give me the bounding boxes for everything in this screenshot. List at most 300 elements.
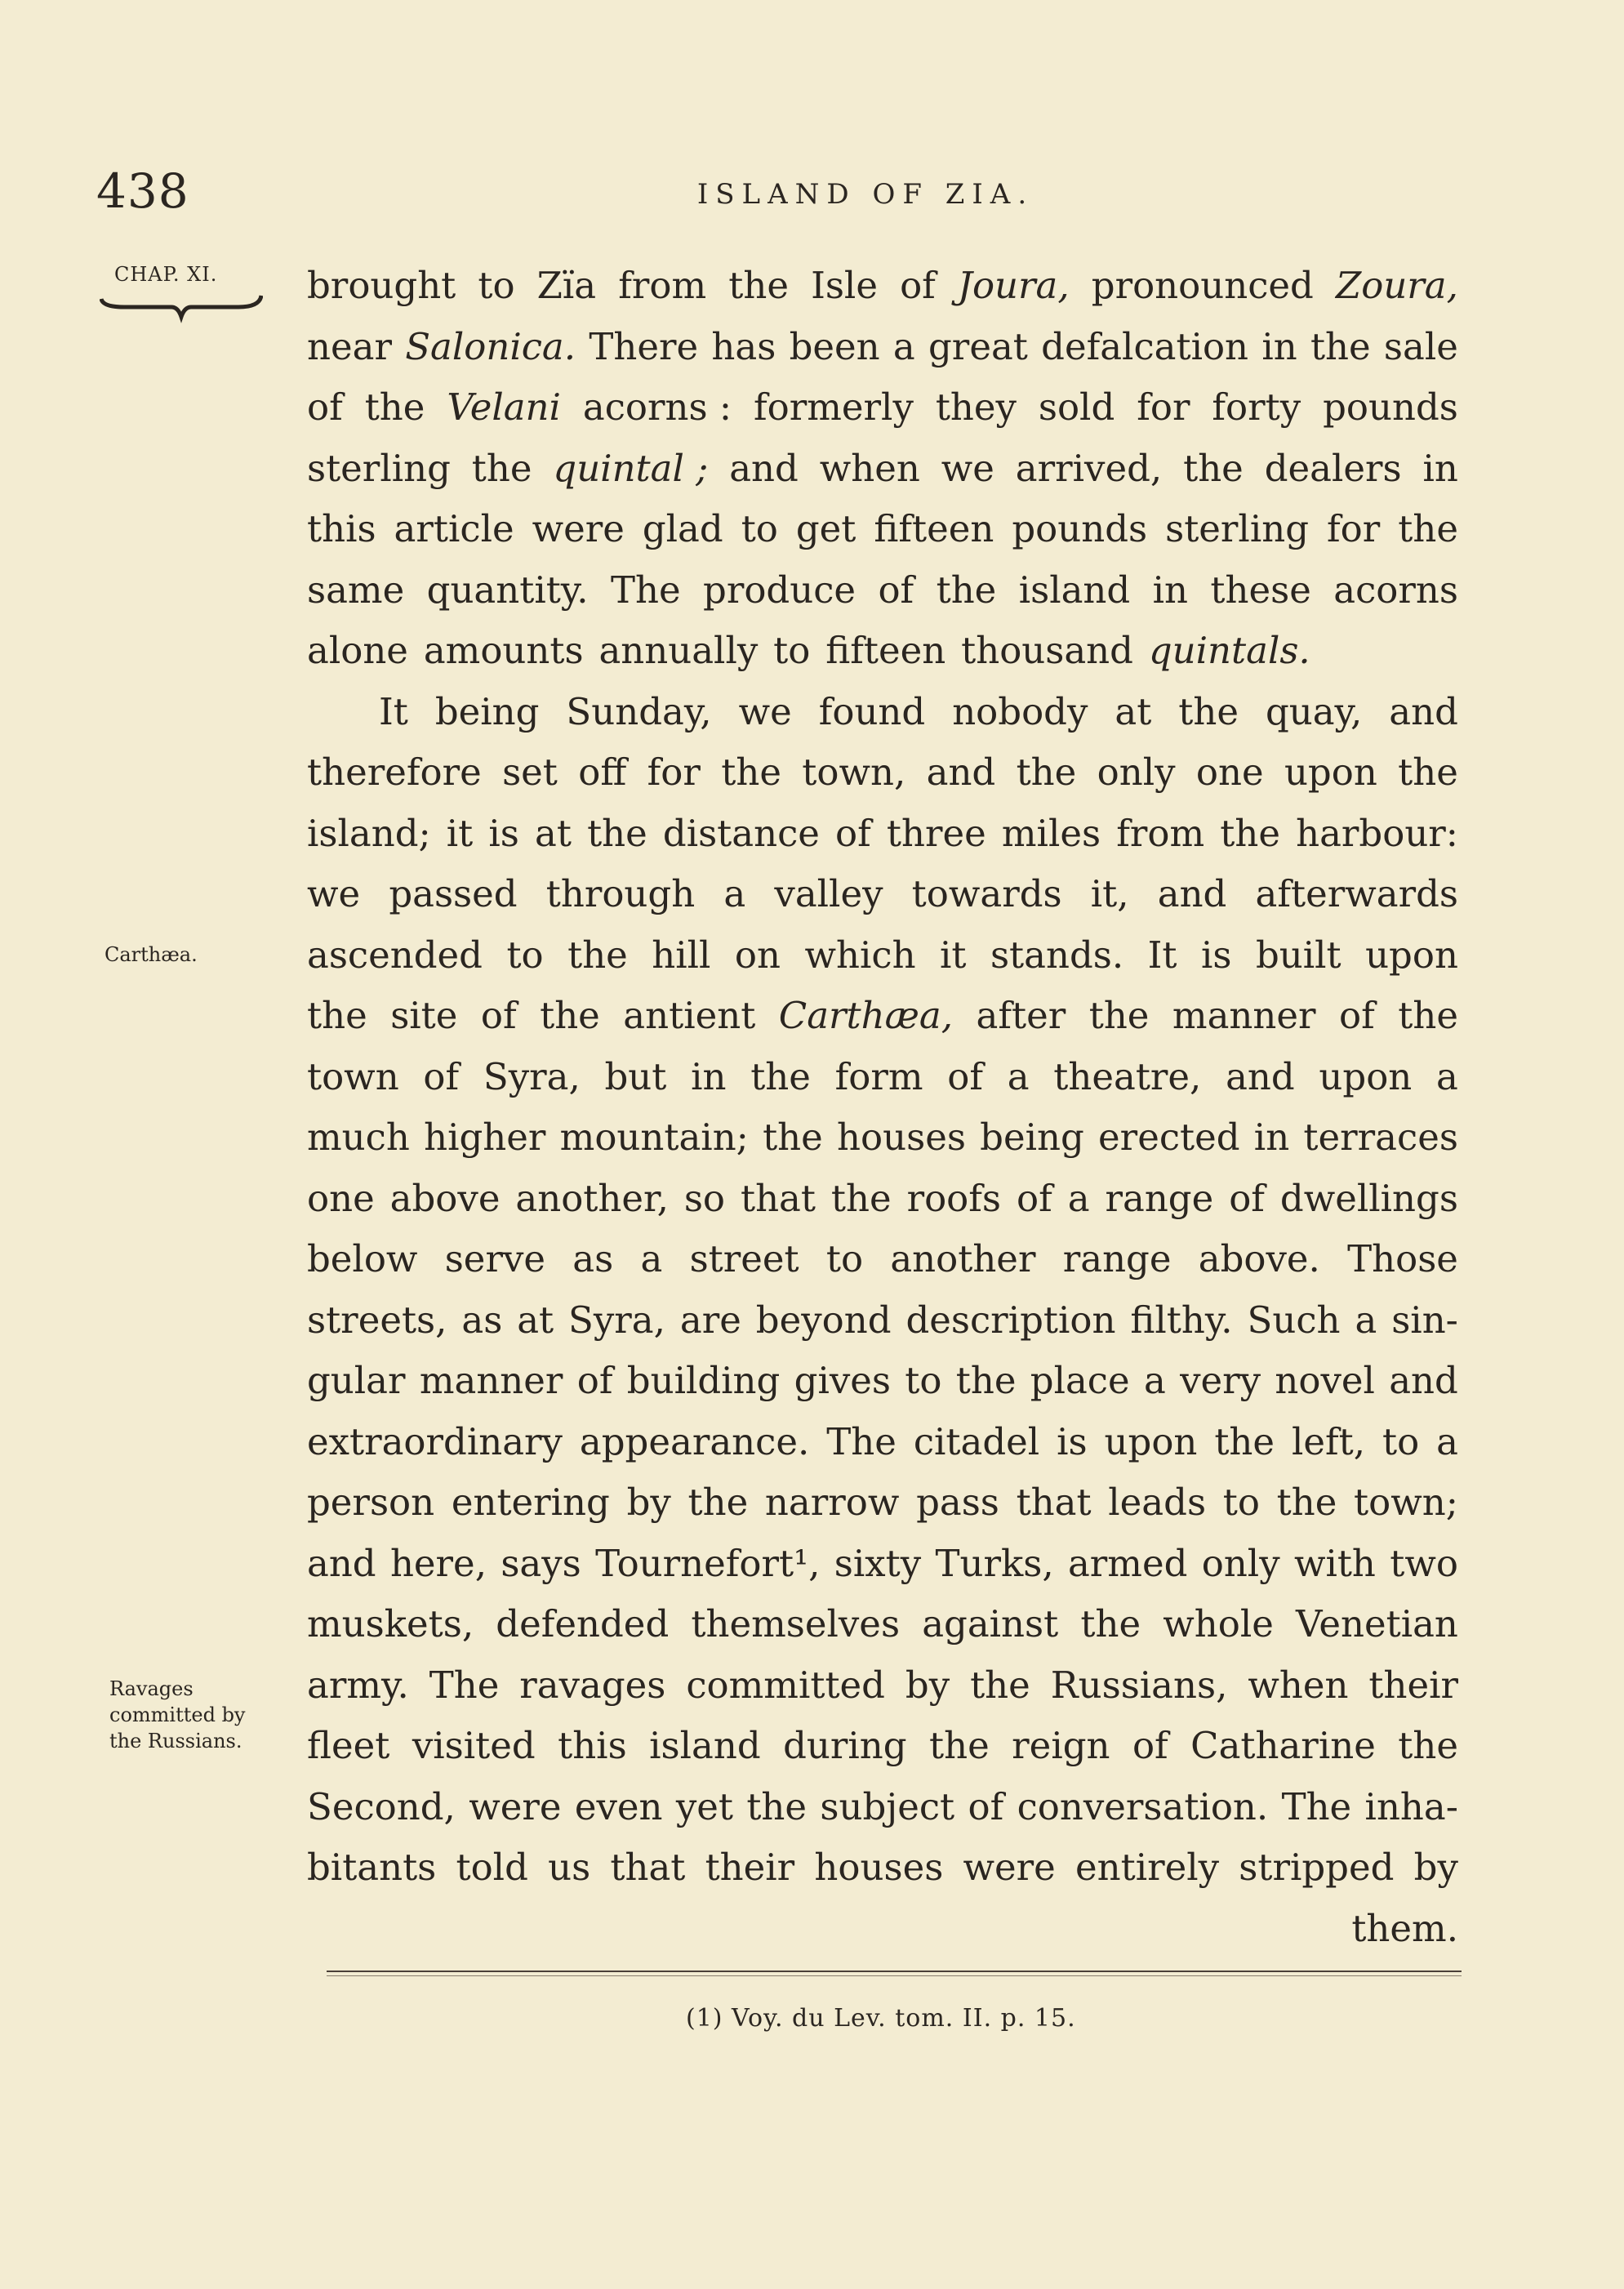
word: a bbox=[1436, 1419, 1458, 1463]
word: are bbox=[679, 1298, 741, 1342]
word: subject bbox=[820, 1784, 955, 1828]
word: a bbox=[1355, 1298, 1377, 1342]
word: manner bbox=[1172, 994, 1316, 1037]
word: Those bbox=[1347, 1237, 1458, 1280]
word: and bbox=[1389, 689, 1458, 733]
word: another, bbox=[515, 1176, 669, 1220]
word: the bbox=[1178, 689, 1239, 733]
text-line bbox=[307, 256, 1458, 317]
word: upon bbox=[1104, 1419, 1198, 1463]
word: same bbox=[307, 568, 405, 612]
word: and bbox=[307, 1541, 376, 1585]
word: the bbox=[471, 446, 532, 490]
word: sold bbox=[1038, 385, 1115, 429]
word: to bbox=[773, 629, 811, 672]
word: Turks, bbox=[935, 1541, 1054, 1585]
word: we bbox=[307, 872, 361, 915]
text-line bbox=[307, 1534, 1458, 1595]
word: by bbox=[626, 1481, 671, 1524]
word: to bbox=[1222, 1481, 1260, 1524]
word: one bbox=[307, 1176, 375, 1220]
word: only bbox=[1201, 1541, 1280, 1585]
word: Zoura, bbox=[1335, 264, 1458, 307]
word: only bbox=[1097, 750, 1176, 794]
footnote-rule-thin bbox=[327, 1975, 1462, 1976]
word: is bbox=[1057, 1419, 1088, 1463]
chapter-brace-ornament bbox=[100, 292, 263, 325]
word: form bbox=[834, 1054, 923, 1098]
word: towards bbox=[911, 872, 1062, 915]
word: above bbox=[389, 1176, 501, 1220]
word: a bbox=[723, 872, 746, 915]
word: fleet bbox=[307, 1724, 390, 1767]
margin-note-ravages bbox=[109, 1676, 246, 1754]
word: fifteen bbox=[874, 507, 994, 550]
word: to bbox=[478, 264, 515, 307]
word: valley bbox=[774, 872, 883, 915]
word: sterling bbox=[307, 446, 451, 490]
word: which bbox=[804, 933, 916, 977]
margin-note-line: the Russians. bbox=[109, 1730, 242, 1752]
text-line bbox=[307, 1655, 1458, 1717]
text-line bbox=[307, 621, 1458, 682]
word: The bbox=[1281, 1784, 1352, 1828]
word: they bbox=[935, 385, 1017, 429]
word: Syra, bbox=[568, 1298, 665, 1342]
text-line bbox=[307, 1777, 1458, 1838]
text-line bbox=[307, 682, 1458, 743]
word: being bbox=[434, 689, 540, 733]
word: of bbox=[480, 994, 517, 1037]
word: to bbox=[1382, 1419, 1420, 1463]
word: Isle bbox=[811, 264, 878, 307]
word: higher bbox=[424, 1116, 546, 1159]
text-line bbox=[307, 986, 1458, 1047]
word: the bbox=[970, 1663, 1030, 1707]
word: nobody bbox=[952, 689, 1088, 733]
word: Russians, bbox=[1050, 1663, 1228, 1707]
word: to bbox=[825, 1237, 864, 1280]
word: when bbox=[819, 446, 920, 490]
word: is bbox=[488, 811, 519, 855]
word: theatre, bbox=[1053, 1054, 1202, 1098]
word: Catharine bbox=[1190, 1724, 1376, 1767]
text-line bbox=[307, 1047, 1458, 1108]
word: great bbox=[928, 324, 1028, 368]
word: upon bbox=[1365, 933, 1458, 977]
word: street bbox=[689, 1237, 799, 1280]
word: of bbox=[900, 264, 936, 307]
text-line bbox=[307, 1107, 1458, 1169]
word: Joura, bbox=[957, 264, 1070, 307]
word: at bbox=[517, 1298, 554, 1342]
word: novel bbox=[1275, 1359, 1375, 1402]
word: therefore bbox=[307, 750, 482, 794]
word: Sunday, bbox=[566, 689, 712, 733]
word: in bbox=[1152, 568, 1188, 612]
page-number: 438 bbox=[96, 163, 189, 219]
word: afterwards bbox=[1255, 872, 1458, 915]
word: manner bbox=[419, 1359, 563, 1402]
word: of bbox=[968, 1784, 1004, 1828]
word: sale bbox=[1383, 324, 1458, 368]
text-line bbox=[307, 1229, 1458, 1290]
word: filthy. bbox=[1130, 1298, 1233, 1342]
word: stripped bbox=[1239, 1846, 1395, 1889]
word: serve bbox=[444, 1237, 546, 1280]
word: Velani bbox=[447, 385, 561, 429]
text-line bbox=[307, 804, 1458, 865]
text-line bbox=[307, 317, 1458, 378]
footnote-rule bbox=[327, 1971, 1462, 1972]
word: it bbox=[940, 933, 967, 977]
word: at bbox=[535, 811, 572, 855]
word: for bbox=[647, 750, 701, 794]
word: gives bbox=[794, 1359, 891, 1402]
word: Tournefort¹, bbox=[595, 1541, 821, 1585]
text-line bbox=[307, 499, 1458, 560]
word: annually bbox=[598, 629, 759, 672]
word: pounds bbox=[1012, 507, 1148, 550]
word: of bbox=[878, 568, 914, 612]
word: produce bbox=[703, 568, 856, 612]
word: defended bbox=[496, 1602, 670, 1645]
word: whole bbox=[1163, 1602, 1274, 1645]
word: from bbox=[1116, 811, 1205, 855]
word: from bbox=[618, 264, 707, 307]
word: distance bbox=[662, 811, 820, 855]
margin-note-line: Carthæa. bbox=[105, 943, 198, 966]
word: we bbox=[738, 689, 792, 733]
word: and bbox=[1157, 872, 1227, 915]
word: three bbox=[886, 811, 986, 855]
word: their bbox=[1368, 1663, 1458, 1707]
word: houses bbox=[837, 1116, 966, 1159]
word: armed bbox=[1067, 1541, 1188, 1585]
word: get bbox=[795, 507, 856, 550]
word: at bbox=[1115, 689, 1152, 733]
word: quay, bbox=[1265, 689, 1363, 733]
text-line bbox=[307, 1837, 1458, 1899]
word: that bbox=[740, 1176, 816, 1220]
word: the bbox=[728, 264, 789, 307]
word: town, bbox=[802, 750, 906, 794]
word: these bbox=[1210, 568, 1311, 612]
word: has bbox=[711, 324, 776, 368]
word: extraordinary bbox=[307, 1419, 563, 1463]
word: range bbox=[1062, 1237, 1172, 1280]
word: as bbox=[461, 1298, 503, 1342]
word: committed bbox=[686, 1663, 885, 1707]
word: in bbox=[1261, 324, 1297, 368]
word: alone bbox=[307, 629, 408, 672]
word: in bbox=[691, 1054, 727, 1098]
word: range bbox=[1105, 1176, 1214, 1220]
word: much bbox=[307, 1116, 410, 1159]
word: on bbox=[734, 933, 781, 977]
word: for bbox=[1327, 507, 1381, 550]
word: place bbox=[1030, 1359, 1130, 1402]
word: found bbox=[818, 689, 926, 733]
word: Such bbox=[1247, 1298, 1341, 1342]
word: their bbox=[705, 1846, 795, 1889]
word: article bbox=[394, 507, 514, 550]
word: narrow bbox=[764, 1481, 900, 1524]
word: entirely bbox=[1075, 1846, 1220, 1889]
word: that bbox=[1016, 1481, 1092, 1524]
body-text bbox=[307, 256, 1458, 1959]
word: antient bbox=[623, 994, 756, 1037]
word: the bbox=[746, 1784, 808, 1828]
word: sterling bbox=[1165, 507, 1310, 550]
word: set bbox=[502, 750, 558, 794]
word: the bbox=[1276, 1481, 1337, 1524]
word: this bbox=[307, 507, 376, 550]
word: it bbox=[446, 811, 474, 855]
word: the bbox=[1398, 1724, 1458, 1767]
word: with bbox=[1293, 1541, 1376, 1585]
word: island bbox=[649, 1724, 761, 1767]
word: building bbox=[626, 1359, 781, 1402]
word: streets, bbox=[307, 1298, 447, 1342]
word: the bbox=[1398, 750, 1458, 794]
word: the bbox=[1183, 446, 1244, 490]
word: The bbox=[826, 1419, 897, 1463]
word: the bbox=[1398, 507, 1458, 550]
word: is bbox=[1200, 933, 1232, 977]
word: formerly bbox=[753, 385, 914, 429]
text-line bbox=[307, 377, 1458, 439]
word: a bbox=[640, 1237, 663, 1280]
word: Venetian bbox=[1296, 1602, 1458, 1645]
word: It bbox=[379, 689, 408, 733]
word: in bbox=[1253, 1116, 1290, 1159]
word: the bbox=[364, 385, 425, 429]
word: miles bbox=[1001, 811, 1101, 855]
word: army. bbox=[307, 1663, 409, 1707]
word: Zïa bbox=[536, 264, 597, 307]
word: site bbox=[390, 994, 458, 1037]
word: amounts bbox=[423, 629, 584, 672]
word: dwellings bbox=[1279, 1176, 1458, 1220]
word: upon bbox=[1284, 750, 1377, 794]
word: the bbox=[1310, 324, 1371, 368]
word: pronounced bbox=[1091, 264, 1314, 307]
word: a bbox=[892, 324, 915, 368]
word: were bbox=[532, 507, 625, 550]
word: acorns bbox=[1333, 568, 1458, 612]
word: pounds bbox=[1323, 385, 1458, 429]
word: by bbox=[1413, 1846, 1458, 1889]
word: says bbox=[501, 1541, 581, 1585]
word: of bbox=[1016, 1176, 1052, 1220]
word: above. bbox=[1198, 1237, 1320, 1280]
word: off bbox=[578, 750, 627, 794]
word: during bbox=[783, 1724, 907, 1767]
word: of bbox=[423, 1054, 460, 1098]
word: The bbox=[429, 1663, 500, 1707]
text-line bbox=[307, 1716, 1458, 1777]
word: them. bbox=[1351, 1906, 1458, 1950]
word: in bbox=[1422, 446, 1458, 490]
text-line bbox=[307, 1412, 1458, 1473]
word: island bbox=[1018, 568, 1131, 612]
word: by bbox=[905, 1663, 950, 1707]
word: the bbox=[1214, 1419, 1275, 1463]
word: houses bbox=[814, 1846, 944, 1889]
text-line bbox=[307, 1899, 1458, 1960]
word: and bbox=[1389, 1359, 1458, 1402]
word: acorns : bbox=[582, 385, 732, 429]
word: glad bbox=[642, 507, 723, 550]
word: the bbox=[936, 568, 997, 612]
margin-note-line: Ravages bbox=[109, 1677, 194, 1700]
word: of bbox=[1132, 1724, 1168, 1767]
word: Second, bbox=[307, 1784, 456, 1828]
word: quantity. bbox=[426, 568, 589, 612]
word: passed bbox=[389, 872, 518, 915]
text-line bbox=[307, 742, 1458, 804]
word: pass bbox=[916, 1481, 999, 1524]
word: There bbox=[589, 324, 699, 368]
word: themselves bbox=[691, 1602, 901, 1645]
word: island; bbox=[307, 811, 431, 855]
word: the bbox=[307, 994, 367, 1037]
word: to bbox=[905, 1359, 942, 1402]
word: The bbox=[610, 568, 681, 612]
word: stands. bbox=[990, 933, 1124, 977]
word: thousand bbox=[961, 629, 1133, 672]
word: of bbox=[307, 385, 343, 429]
word: beyond bbox=[755, 1298, 892, 1342]
word: that bbox=[610, 1846, 686, 1889]
word: very bbox=[1180, 1359, 1261, 1402]
word: the bbox=[763, 1116, 823, 1159]
word: and bbox=[729, 446, 799, 490]
word: been bbox=[789, 324, 880, 368]
word: muskets, bbox=[307, 1602, 474, 1645]
word: entering bbox=[451, 1481, 610, 1524]
word: left, bbox=[1291, 1419, 1366, 1463]
word: of bbox=[1229, 1176, 1265, 1220]
word: two bbox=[1390, 1541, 1458, 1585]
word: inha- bbox=[1364, 1784, 1458, 1828]
word: and bbox=[926, 750, 996, 794]
word: the bbox=[567, 933, 628, 977]
word: after bbox=[976, 994, 1066, 1037]
text-line bbox=[307, 1290, 1458, 1352]
word: gular bbox=[307, 1359, 406, 1402]
word: ascended bbox=[307, 933, 483, 977]
word: fifteen bbox=[825, 629, 946, 672]
word: the bbox=[750, 1054, 811, 1098]
text-line bbox=[307, 560, 1458, 621]
word: this bbox=[558, 1724, 627, 1767]
word: mountain; bbox=[559, 1116, 749, 1159]
word: town bbox=[307, 1054, 399, 1098]
word: to bbox=[506, 933, 544, 977]
word: sin- bbox=[1391, 1298, 1458, 1342]
word: against bbox=[922, 1602, 1059, 1645]
word: the bbox=[721, 750, 781, 794]
word: town; bbox=[1354, 1481, 1458, 1524]
word: were bbox=[469, 1784, 562, 1828]
word: here, bbox=[389, 1541, 487, 1585]
word: one bbox=[1195, 750, 1264, 794]
word: were bbox=[963, 1846, 1056, 1889]
word: description bbox=[905, 1298, 1116, 1342]
word: ravages bbox=[519, 1663, 666, 1707]
word: arrived, bbox=[1015, 446, 1163, 490]
word: of bbox=[947, 1054, 984, 1098]
word: conversation. bbox=[1017, 1784, 1269, 1828]
text-line bbox=[307, 1472, 1458, 1534]
word: forty bbox=[1212, 385, 1301, 429]
word: terraces bbox=[1303, 1116, 1458, 1159]
word: we bbox=[941, 446, 994, 490]
word: of bbox=[576, 1359, 613, 1402]
word: built bbox=[1255, 933, 1341, 977]
text-line bbox=[307, 439, 1458, 500]
word: the bbox=[1088, 994, 1150, 1037]
text-line bbox=[307, 925, 1458, 986]
text-line bbox=[307, 1169, 1458, 1230]
word: Salonica. bbox=[405, 324, 576, 368]
word: quintal ; bbox=[553, 446, 709, 490]
text-line bbox=[307, 864, 1458, 925]
word: reign bbox=[1012, 1724, 1110, 1767]
word: the bbox=[587, 811, 647, 855]
word: but bbox=[604, 1054, 667, 1098]
word: leads bbox=[1108, 1481, 1207, 1524]
word: near bbox=[307, 324, 392, 368]
word: roofs bbox=[906, 1176, 1002, 1220]
word: the bbox=[1080, 1602, 1141, 1645]
word: the bbox=[1220, 811, 1280, 855]
word: yet bbox=[675, 1784, 733, 1828]
running-head: ISLAND OF ZIA. bbox=[696, 178, 1034, 211]
word: harbour: bbox=[1296, 811, 1458, 855]
word: the bbox=[929, 1724, 990, 1767]
word: so bbox=[683, 1176, 726, 1220]
word: as bbox=[572, 1237, 614, 1280]
text-line bbox=[307, 1351, 1458, 1412]
word: Carthæa, bbox=[778, 994, 954, 1037]
footnote: (1) Voy. du Lev. tom. II. p. 15. bbox=[686, 2004, 1076, 2033]
word: to bbox=[741, 507, 778, 550]
word: of bbox=[1339, 994, 1375, 1037]
word: person bbox=[307, 1481, 435, 1524]
word: us bbox=[548, 1846, 591, 1889]
word: a bbox=[1007, 1054, 1030, 1098]
text-line bbox=[307, 1594, 1458, 1655]
word: erected bbox=[1098, 1116, 1240, 1159]
word: visited bbox=[412, 1724, 536, 1767]
word: and bbox=[1226, 1054, 1295, 1098]
word: when bbox=[1248, 1663, 1349, 1707]
word: dealers bbox=[1264, 446, 1402, 490]
word: appearance. bbox=[579, 1419, 810, 1463]
chapter-label: CHAP. XI. bbox=[114, 263, 218, 286]
word: a bbox=[1436, 1054, 1458, 1098]
word: sixty bbox=[834, 1541, 922, 1585]
word: hill bbox=[652, 933, 711, 977]
word: bitants bbox=[307, 1846, 437, 1889]
word: being bbox=[980, 1116, 1084, 1159]
word: a bbox=[1067, 1176, 1090, 1220]
word: upon bbox=[1319, 1054, 1413, 1098]
word: brought bbox=[307, 264, 456, 307]
